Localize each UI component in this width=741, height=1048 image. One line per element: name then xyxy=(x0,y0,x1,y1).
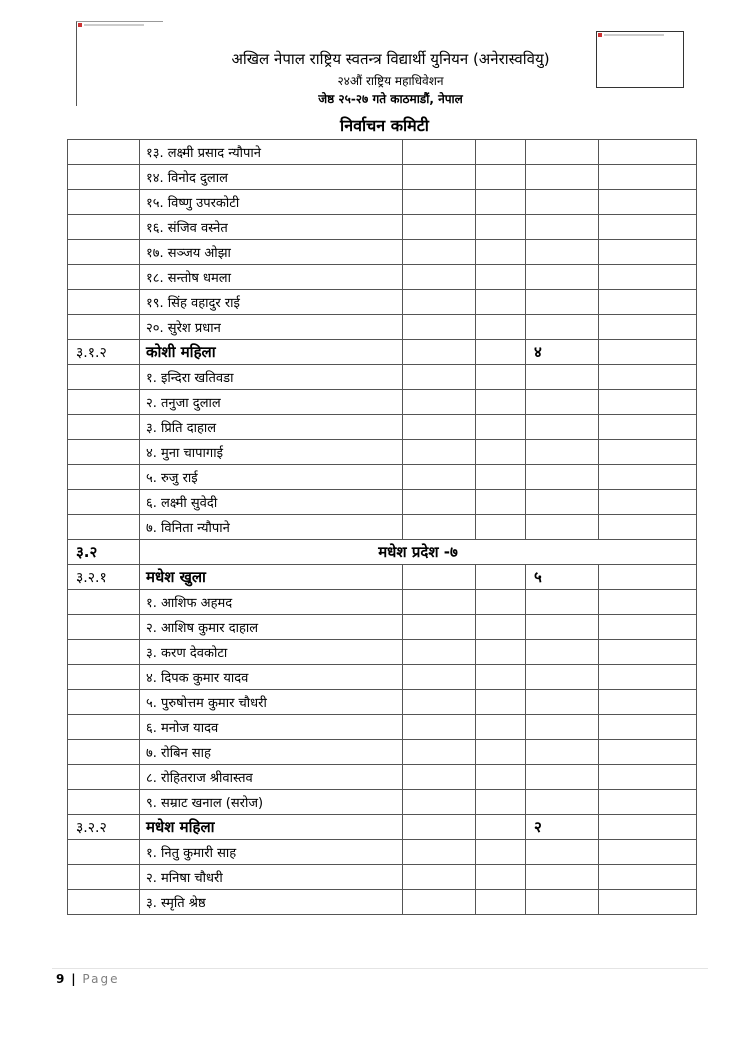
table-cell xyxy=(526,165,599,190)
table-cell xyxy=(526,365,599,390)
page-footer xyxy=(56,972,119,986)
table-cell xyxy=(68,415,140,440)
table-cell xyxy=(68,740,140,765)
table-cell xyxy=(476,640,526,665)
table-cell xyxy=(476,740,526,765)
member-name: १. आशिफ अहमद xyxy=(140,590,403,615)
member-row xyxy=(68,665,697,690)
table-cell xyxy=(403,190,476,215)
table-cell xyxy=(476,665,526,690)
member-row xyxy=(68,290,697,315)
table-cell xyxy=(526,415,599,440)
table-cell xyxy=(476,690,526,715)
table-cell xyxy=(599,565,697,590)
member-name: १. नितु कुमारी साह xyxy=(140,840,403,865)
table-cell xyxy=(526,690,599,715)
member-row xyxy=(68,490,697,515)
member-row xyxy=(68,315,697,340)
table-cell xyxy=(68,665,140,690)
table-cell xyxy=(68,715,140,740)
table-cell xyxy=(526,590,599,615)
seat-count: ४ xyxy=(526,340,599,365)
member-row xyxy=(68,790,697,815)
member-name: १५. विष्णु उपरकोटी xyxy=(140,190,403,215)
member-name: ९. सम्राट खनाल (सरोज) xyxy=(140,790,403,815)
category-row xyxy=(68,340,697,365)
member-name: ४. दिपक कुमार यादव xyxy=(140,665,403,690)
member-name: २०. सुरेश प्रधान xyxy=(140,315,403,340)
table-cell xyxy=(68,165,140,190)
member-name: ६. लक्ष्मी सुवेदी xyxy=(140,490,403,515)
table-cell xyxy=(599,465,697,490)
table-cell xyxy=(476,815,526,840)
table-cell xyxy=(599,640,697,665)
table-cell xyxy=(403,265,476,290)
table-cell xyxy=(403,715,476,740)
member-row xyxy=(68,415,697,440)
table-cell xyxy=(526,615,599,640)
broken-image-icon xyxy=(78,23,82,27)
member-row xyxy=(68,240,697,265)
table-cell xyxy=(476,840,526,865)
table-cell xyxy=(476,515,526,540)
table-cell xyxy=(599,765,697,790)
table-cell xyxy=(476,140,526,165)
table-cell xyxy=(403,240,476,265)
member-name: ५. रुजु राई xyxy=(140,465,403,490)
member-row xyxy=(68,215,697,240)
table-cell xyxy=(403,340,476,365)
province-row xyxy=(68,540,697,565)
member-name: ५. पुरुषोत्तम कुमार चौधरी xyxy=(140,690,403,715)
table-cell xyxy=(68,615,140,640)
table-cell xyxy=(403,415,476,440)
table-cell xyxy=(68,215,140,240)
member-row xyxy=(68,740,697,765)
table-cell xyxy=(403,215,476,240)
member-row xyxy=(68,190,697,215)
broken-image-icon xyxy=(598,33,602,37)
table-cell xyxy=(476,215,526,240)
convention-title: २४औं राष्ट्रिय महाधिवेशन xyxy=(337,74,444,88)
table-cell xyxy=(476,765,526,790)
member-row xyxy=(68,690,697,715)
member-row xyxy=(68,265,697,290)
member-name: २. मनिषा चौधरी xyxy=(140,865,403,890)
table-cell xyxy=(599,240,697,265)
table-cell xyxy=(68,290,140,315)
table-cell xyxy=(476,265,526,290)
table-cell xyxy=(68,390,140,415)
table-cell xyxy=(526,890,599,915)
table-cell xyxy=(68,465,140,490)
table-cell xyxy=(526,740,599,765)
table-cell xyxy=(403,890,476,915)
member-name: ३. स्मृति श्रेष्ठ xyxy=(140,890,403,915)
member-name: ७. विनिता न्यौपाने xyxy=(140,515,403,540)
table-cell xyxy=(476,190,526,215)
member-name: १. इन्दिरा खतिवडा xyxy=(140,365,403,390)
table-cell xyxy=(476,490,526,515)
table-cell xyxy=(599,440,697,465)
footer-separator: | xyxy=(71,972,76,986)
table-cell xyxy=(403,140,476,165)
table-cell xyxy=(68,315,140,340)
table-cell xyxy=(68,840,140,865)
seat-count: २ xyxy=(526,815,599,840)
table-cell xyxy=(599,390,697,415)
page-number: 9 xyxy=(56,972,65,986)
table-cell xyxy=(526,440,599,465)
table-cell xyxy=(476,365,526,390)
table-cell xyxy=(599,665,697,690)
category-row xyxy=(68,565,697,590)
table-cell xyxy=(68,240,140,265)
member-name: ३. करण देवकोटा xyxy=(140,640,403,665)
table-cell xyxy=(526,190,599,215)
member-row xyxy=(68,515,697,540)
footer-divider xyxy=(52,968,708,969)
table-cell xyxy=(526,315,599,340)
member-row xyxy=(68,465,697,490)
table-cell xyxy=(526,765,599,790)
table-cell xyxy=(403,665,476,690)
member-name: ४. मुना चापागाई xyxy=(140,440,403,465)
member-row xyxy=(68,165,697,190)
table-cell xyxy=(476,590,526,615)
table-cell xyxy=(476,615,526,640)
table-cell xyxy=(403,490,476,515)
table-cell xyxy=(68,440,140,465)
page-label: Page xyxy=(82,972,120,986)
table-cell xyxy=(68,190,140,215)
member-name: १४. विनोद दुलाल xyxy=(140,165,403,190)
table-cell xyxy=(599,515,697,540)
member-name: १६. संजिव वस्नेत xyxy=(140,215,403,240)
table-cell xyxy=(599,590,697,615)
table-cell xyxy=(403,465,476,490)
table-cell xyxy=(526,640,599,665)
member-name: १७. सञ्जय ओझा xyxy=(140,240,403,265)
member-name: ८. रोहितराज श्रीवास्तव xyxy=(140,765,403,790)
table-cell xyxy=(526,265,599,290)
table-cell xyxy=(599,490,697,515)
table-cell xyxy=(599,165,697,190)
table-cell xyxy=(476,715,526,740)
table-cell xyxy=(68,140,140,165)
member-row xyxy=(68,640,697,665)
table-cell xyxy=(476,440,526,465)
table-cell xyxy=(403,765,476,790)
table-cell xyxy=(68,690,140,715)
table-cell xyxy=(599,315,697,340)
table-cell xyxy=(403,390,476,415)
member-name: १८. सन्तोष धमला xyxy=(140,265,403,290)
table-cell xyxy=(476,565,526,590)
table-cell xyxy=(403,815,476,840)
table-cell xyxy=(68,765,140,790)
table-cell xyxy=(599,415,697,440)
table-cell xyxy=(599,715,697,740)
member-row xyxy=(68,840,697,865)
category-code: ३.२.१ xyxy=(68,565,140,590)
member-row xyxy=(68,765,697,790)
table-cell xyxy=(526,840,599,865)
table-cell xyxy=(599,890,697,915)
table-cell xyxy=(599,615,697,640)
table-cell xyxy=(68,490,140,515)
table-cell xyxy=(599,140,697,165)
member-name: ६. मनोज यादव xyxy=(140,715,403,740)
table-cell xyxy=(476,165,526,190)
table-cell xyxy=(403,365,476,390)
table-cell xyxy=(403,640,476,665)
table-cell xyxy=(68,890,140,915)
table-cell xyxy=(526,490,599,515)
table-cell xyxy=(476,790,526,815)
table-cell xyxy=(476,890,526,915)
category-code: ३.१.२ xyxy=(68,340,140,365)
member-name: ७. रोबिन साह xyxy=(140,740,403,765)
table-cell xyxy=(68,640,140,665)
table-cell xyxy=(526,215,599,240)
table-cell xyxy=(599,740,697,765)
table-cell xyxy=(476,865,526,890)
table-cell xyxy=(68,865,140,890)
table-cell xyxy=(599,265,697,290)
member-row xyxy=(68,440,697,465)
member-row xyxy=(68,865,697,890)
member-name: १३. लक्ष्मी प्रसाद न्यौपाने xyxy=(140,140,403,165)
table-cell xyxy=(526,515,599,540)
table-cell xyxy=(526,465,599,490)
table-cell xyxy=(403,740,476,765)
table-cell xyxy=(403,590,476,615)
table-cell xyxy=(599,790,697,815)
member-name: १९. सिंह वहादुर राई xyxy=(140,290,403,315)
date-place: जेष्ठ २५-२७ गते काठमाडौं, नेपाल xyxy=(318,92,463,106)
table-cell xyxy=(403,165,476,190)
table-cell xyxy=(599,865,697,890)
table-cell xyxy=(403,615,476,640)
table-cell xyxy=(476,415,526,440)
member-row xyxy=(68,590,697,615)
table-cell xyxy=(68,590,140,615)
table-cell xyxy=(599,690,697,715)
member-name: ३. प्रिति दाहाल xyxy=(140,415,403,440)
committee-table xyxy=(67,139,697,915)
table-cell xyxy=(599,215,697,240)
table-cell xyxy=(599,815,697,840)
member-row xyxy=(68,890,697,915)
table-cell xyxy=(526,140,599,165)
table-cell xyxy=(68,790,140,815)
member-name: २. आशिष कुमार दाहाल xyxy=(140,615,403,640)
table-cell xyxy=(526,790,599,815)
table-cell xyxy=(403,790,476,815)
table-cell xyxy=(599,340,697,365)
table-cell xyxy=(403,290,476,315)
member-row xyxy=(68,390,697,415)
table-cell xyxy=(526,715,599,740)
table-cell xyxy=(403,440,476,465)
table-cell xyxy=(599,290,697,315)
table-cell xyxy=(403,865,476,890)
table-body xyxy=(68,140,697,915)
table-cell xyxy=(476,290,526,315)
province-name: मधेश प्रदेश -७ xyxy=(140,540,697,565)
category-name: मधेश खुला xyxy=(140,565,403,590)
table-cell xyxy=(403,315,476,340)
member-name: २. तनुजा दुलाल xyxy=(140,390,403,415)
table-cell xyxy=(403,565,476,590)
table-cell xyxy=(476,315,526,340)
member-row xyxy=(68,365,697,390)
seat-count: ५ xyxy=(526,565,599,590)
table-cell xyxy=(68,265,140,290)
section-title: निर्वाचन कमिटी xyxy=(340,116,429,135)
table-cell xyxy=(599,840,697,865)
category-row xyxy=(68,815,697,840)
member-row xyxy=(68,615,697,640)
category-code: ३.२.२ xyxy=(68,815,140,840)
table-cell xyxy=(68,515,140,540)
table-cell xyxy=(476,340,526,365)
table-cell xyxy=(526,865,599,890)
table-cell xyxy=(403,515,476,540)
table-cell xyxy=(526,240,599,265)
table-cell xyxy=(403,690,476,715)
province-code: ३.२ xyxy=(68,540,140,565)
table-cell xyxy=(599,365,697,390)
category-name: कोशी महिला xyxy=(140,340,403,365)
table-cell xyxy=(599,190,697,215)
table-cell xyxy=(476,390,526,415)
org-name: अखिल नेपाल राष्ट्रिय स्वतन्त्र विद्यार्थी युनियन (अनेरास्ववियु) xyxy=(231,50,550,68)
member-row xyxy=(68,715,697,740)
table-cell xyxy=(526,390,599,415)
table-cell xyxy=(476,465,526,490)
category-name: मधेश महिला xyxy=(140,815,403,840)
table-cell xyxy=(68,365,140,390)
table-cell xyxy=(476,240,526,265)
table-cell xyxy=(526,665,599,690)
table-cell xyxy=(403,840,476,865)
member-row xyxy=(68,140,697,165)
table-cell xyxy=(526,290,599,315)
